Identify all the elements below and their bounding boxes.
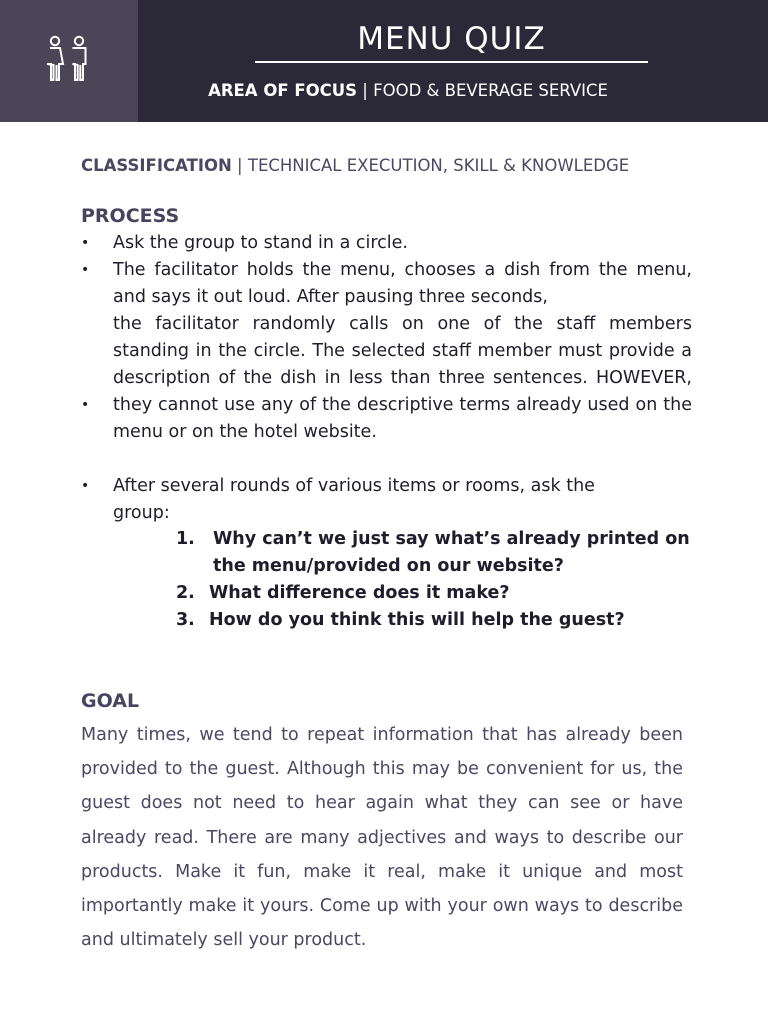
bullet-marker: • — [81, 478, 90, 494]
question-item — [176, 526, 696, 580]
question-text: What difference does it make? — [209, 583, 510, 603]
question-list — [176, 526, 696, 634]
bullet-marker: • — [81, 235, 90, 251]
bullet-marker: • — [81, 262, 90, 278]
process-bullet-1: Ask the group to stand in a circle. — [113, 233, 408, 253]
goal-heading: GOAL — [81, 690, 140, 712]
question-item — [176, 607, 696, 634]
bullet-marker: • — [81, 397, 90, 413]
classification-separator: | — [231, 156, 248, 175]
question-number: 2. — [176, 583, 195, 603]
question-item — [176, 580, 696, 607]
question-text: Why can’t we just say what’s already printed on the menu/provided on our website? — [213, 529, 690, 576]
page-title: MENU QUIZ — [357, 21, 546, 57]
icon-box — [0, 0, 138, 122]
area-of-focus-value: FOOD & BEVERAGE SERVICE — [373, 81, 608, 100]
restroom-people-icon — [42, 34, 94, 84]
area-of-focus — [138, 80, 678, 102]
goal-text: Many times, we tend to repeat information that has already been provided to the guest. Although this may be convenient for us, the guest does not need to hear again what they can see or have already read. There are many adjectives and ways to describe our products. Make it fun, make it real, make it unique and most importantly make it yours. Come up with your own ways to describe and ultimately sell your product. — [81, 725, 683, 951]
classification-value: TECHNICAL EXECUTION, SKILL & KNOWLEDGE — [247, 156, 630, 175]
area-of-focus-label: AREA OF FOCUS — [208, 81, 358, 100]
process-bullet-4: After several rounds of various items or rooms, ask the group: — [113, 476, 595, 523]
question-number: 1. — [176, 529, 195, 549]
question-number: 3. — [176, 610, 195, 630]
area-separator: | — [357, 81, 374, 100]
classification-line — [81, 155, 629, 177]
question-text: How do you think this will help the guest? — [209, 610, 625, 630]
classification-label: CLASSIFICATION — [81, 156, 232, 175]
process-bullet-2: The facilitator holds the menu, chooses a dish from the menu, and says it out loud. After pausing three seconds, — [113, 260, 692, 307]
page-header — [0, 0, 768, 122]
process-bullet-3: the facilitator randomly calls on one of the staff members standing in the circle. The selected staff member must provide a description of the dish in less than three sentences. HOWEVER, they cannot use any of the descriptive terms already used on the menu or on the hotel website. — [113, 314, 692, 442]
title-underline — [255, 61, 648, 63]
process-heading: PROCESS — [81, 205, 180, 227]
